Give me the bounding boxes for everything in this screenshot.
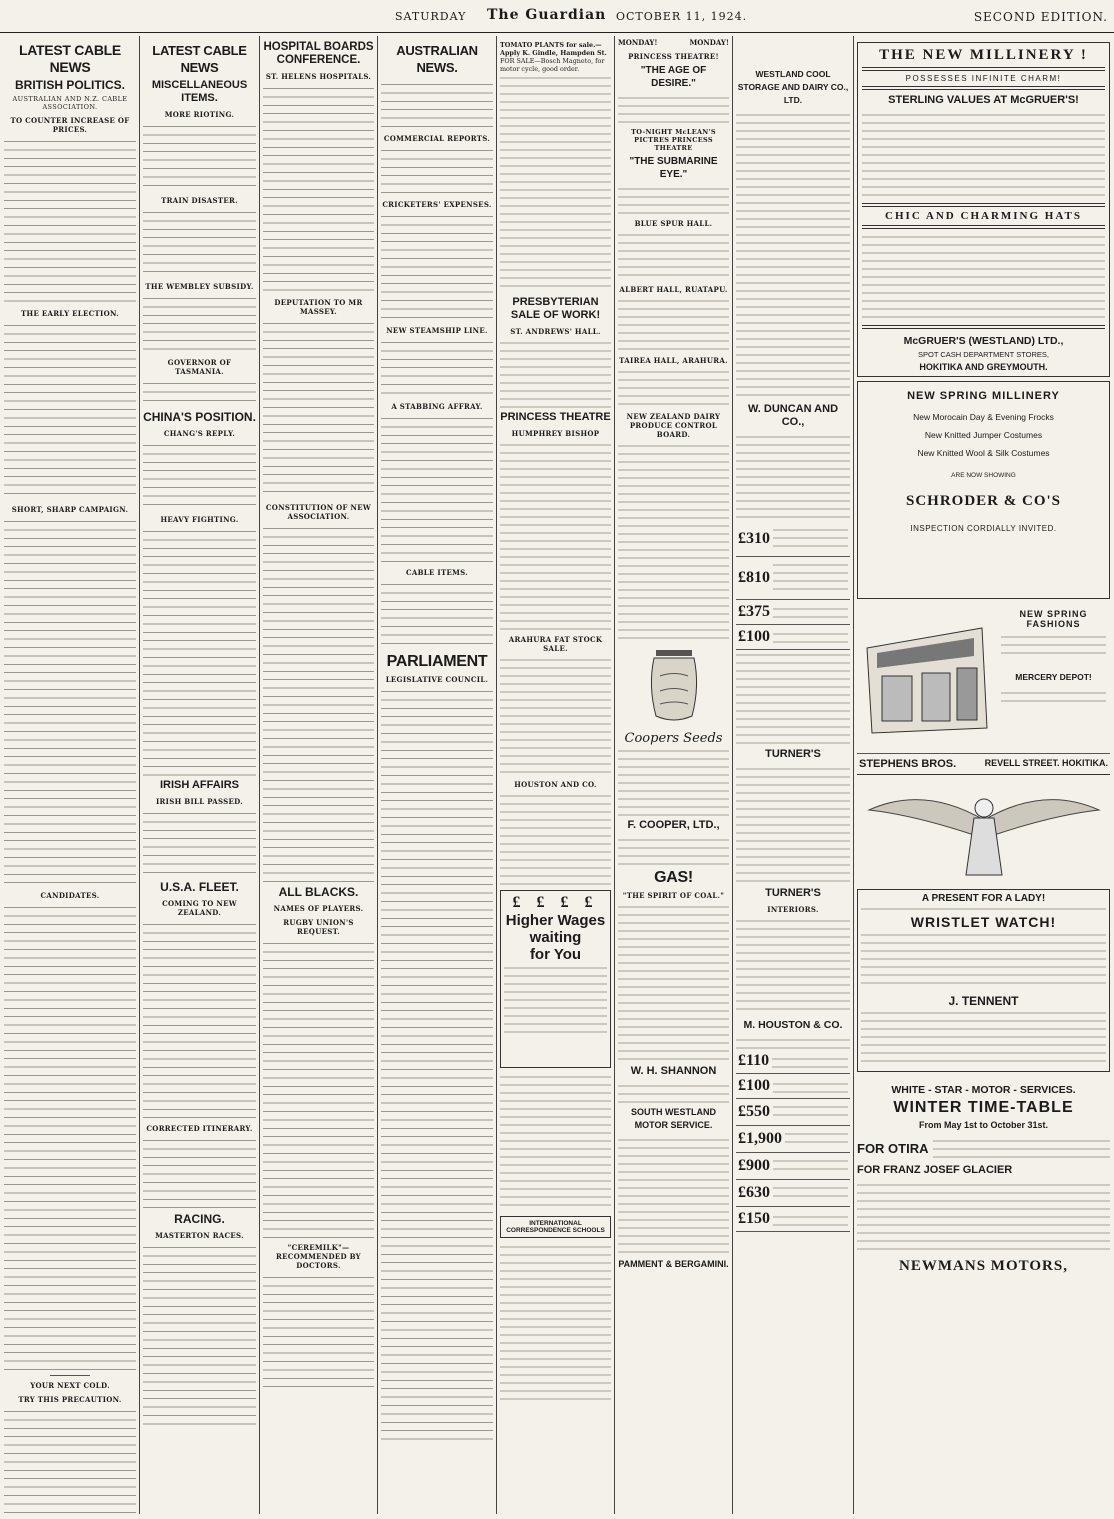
ad-subheading: ARAHURA FAT STOCK SALE. <box>508 635 603 653</box>
column-miscellaneous <box>143 38 256 1514</box>
subheading: HEAVY FIGHTING. <box>160 515 239 524</box>
ad-heading: STEPHENS BROS. <box>859 758 957 770</box>
classified-ads <box>500 73 611 293</box>
ad-text <box>857 1180 1110 1250</box>
ad-heading: THE NEW MILLINERY ! <box>879 47 1088 63</box>
ad-heading: J. TENNENT <box>948 994 1019 1008</box>
theatre-day: MONDAY! <box>618 38 658 47</box>
subheading: IRISH BILL PASSED. <box>155 797 244 806</box>
article-text <box>263 523 374 883</box>
ad-heading: PRINCESS THEATRE <box>500 411 611 423</box>
article-text <box>263 938 374 1238</box>
headline: AUSTRALIAN NEWS. <box>396 43 478 75</box>
ad-text <box>500 655 611 775</box>
ad-text <box>618 441 729 641</box>
article-text <box>381 337 493 397</box>
mcgruers-ad <box>857 42 1110 377</box>
ad-heading: PAMMENT & BERGAMINI. <box>618 1259 729 1269</box>
subheading: CRICKETERS' EXPENSES. <box>382 200 492 209</box>
article-text <box>263 318 374 498</box>
ad-text <box>861 1008 1106 1068</box>
article-text <box>143 919 256 1119</box>
ad-heading: M. HOUSTON & CO. <box>743 1019 843 1031</box>
article-text <box>4 1406 136 1514</box>
article-text <box>4 320 136 500</box>
price: £310 <box>738 530 770 547</box>
ad-heading: WRISTLET WATCH! <box>910 914 1057 930</box>
ad-text <box>736 916 850 1016</box>
ad-subheading: "THE SPIRIT OF COAL." <box>622 891 725 900</box>
subheading: NAMES OF PLAYERS. <box>273 904 364 913</box>
subheading: YOUR NEXT COLD. <box>30 1381 110 1390</box>
ad-text <box>862 232 1105 322</box>
subheading: CONSTITUTION OF NEW ASSOCIATION. <box>265 503 372 521</box>
article-text <box>381 145 493 195</box>
ad-heading: REVELL STREET. HOKITIKA. <box>984 758 1108 768</box>
ad-subheading: INTERIORS. <box>767 905 819 914</box>
article-text <box>143 293 256 353</box>
article-text <box>143 440 256 510</box>
headline: CHINA'S POSITION. <box>143 410 256 424</box>
ad-heading: GAS! <box>654 869 693 886</box>
price: £150 <box>738 1210 770 1227</box>
column-rule <box>496 36 497 1514</box>
ad-text <box>618 184 729 214</box>
subheading: THE WEMBLEY SUBSIDY. <box>145 282 254 291</box>
classified-ad: FOR SALE—Bosch Magneto, for motor cycle, good order. <box>500 57 605 73</box>
headline: RACING. <box>174 1212 225 1226</box>
white-star-ad <box>857 1076 1110 1275</box>
property-listing <box>736 1180 850 1207</box>
ad-heading: W. DUNCAN AND CO., <box>747 403 839 428</box>
subheading: CABLE ITEMS. <box>405 568 469 577</box>
subheading: DEPUTATION TO MR MASSEY. <box>274 298 363 316</box>
seed-packet-icon <box>644 646 704 726</box>
ad-heading: A PRESENT FOR A LADY! <box>921 893 1046 904</box>
headline: IRISH AFFAIRS <box>159 779 240 791</box>
article-text <box>381 686 493 1446</box>
ad-text <box>618 902 729 1062</box>
ics-ad <box>500 890 611 1068</box>
price: £100 <box>738 1077 770 1094</box>
ad-heading: McGRUER'S (WESTLAND) LTD., <box>903 335 1064 347</box>
ad-heading: SOUTH WESTLAND MOTOR SERVICE. <box>631 1107 716 1130</box>
film-title: "THE SUBMARINE EYE." <box>629 156 718 180</box>
price: £110 <box>738 1052 770 1069</box>
property-listing <box>736 1153 850 1180</box>
subheading: LEGISLATIVE COUNCIL. <box>385 675 489 684</box>
ad-heading: PRESBYTERIAN SALE OF WORK! <box>510 296 601 321</box>
ad-heading: WESTLAND COOL STORAGE AND DAIRY CO., LTD. <box>737 69 849 105</box>
subheading: RUGBY UNION'S REQUEST. <box>283 918 354 936</box>
ad-subheading: SPOT CASH DEPARTMENT STORES, <box>917 350 1049 359</box>
tennent-ad <box>857 889 1110 1072</box>
ad-line: New Knitted Jumper Costumes <box>924 430 1043 440</box>
article-text <box>263 83 374 293</box>
subheading: CHANG'S REPLY. <box>163 429 236 438</box>
stephens-footer <box>857 754 1110 775</box>
headline: PARLIAMENT <box>386 653 488 670</box>
winged-figure-icon <box>864 780 1104 880</box>
article-text <box>381 79 493 129</box>
classified-ad: TOMATO PLANTS for sale.—Apply K. Gindle, Hampden St. <box>500 41 607 57</box>
subheading: TO COUNTER INCREASE OF PRICES. <box>10 116 130 134</box>
theatre-name: PRINCESS THEATRE! <box>628 52 719 61</box>
ad-subheading: POSSESSES INFINITE CHARM! <box>905 74 1062 83</box>
column-hospital-boards <box>263 38 374 1514</box>
property-listing <box>736 600 850 625</box>
ics-footer: INTERNATIONAL CORRESPONDENCE SCHOOLS <box>500 1216 611 1238</box>
ad-subheading: ALBERT HALL, RUATAPU. <box>619 285 728 294</box>
masthead-day: SATURDAY <box>395 10 467 23</box>
column-british-politics <box>4 38 136 1514</box>
ad-subheading: INSPECTION CORDIALLY INVITED. <box>910 524 1057 533</box>
route-name: FOR FRANZ JOSEF GLACIER <box>857 1164 1013 1176</box>
column-ads-1 <box>500 38 611 1514</box>
article-text <box>143 378 256 408</box>
column-rule <box>614 36 615 1514</box>
column-rule <box>732 36 733 1514</box>
ad-text <box>861 904 1106 914</box>
subheading: SHORT, SHARP CAMPAIGN. <box>11 505 129 514</box>
subheading: COMING TO NEW ZEALAND. <box>162 899 237 917</box>
ad-text <box>618 367 729 407</box>
ics-headline: for You <box>529 946 582 963</box>
ad-text <box>504 963 607 1033</box>
ad-text <box>736 110 850 400</box>
subheading: TRAIN DISASTER. <box>161 196 238 205</box>
route-times <box>933 1136 1111 1160</box>
property-listing <box>736 1207 850 1232</box>
masthead-title: The Guardian <box>487 7 607 23</box>
subheading: TRY THIS PRECAUTION. <box>18 1395 122 1404</box>
subheading: NEW STEAMSHIP LINE. <box>386 326 488 335</box>
ad-heading: MERCERY DEPOT! <box>1015 672 1092 682</box>
ad-heading: TURNER'S <box>765 887 821 899</box>
theatre-banner <box>618 38 729 47</box>
article-text <box>381 211 493 321</box>
property-listing <box>736 522 850 557</box>
price: £630 <box>738 1184 770 1201</box>
classified-ads <box>500 1072 611 1212</box>
ad-subheading: HOKITIKA AND GREYMOUTH. <box>919 362 1048 372</box>
column-rule <box>139 36 140 1514</box>
subheading: ST. HELENS HOSPITALS. <box>265 72 372 81</box>
ad-text <box>500 440 611 630</box>
ad-heading: NEWMANS MOTORS, <box>899 1258 1068 1274</box>
ad-heading: W. H. SHANNON <box>630 1065 717 1077</box>
ad-line: New Knitted Wool & Silk Costumes <box>917 448 1050 458</box>
route <box>857 1136 1110 1160</box>
ad-heading: F. COOPER, LTD., <box>627 819 720 831</box>
ad-subheading: NEW ZEALAND DAIRY PRODUCE CONTROL BOARD. <box>626 412 721 439</box>
property-listing <box>736 625 850 650</box>
property-listing <box>736 557 850 600</box>
price: £1,900 <box>738 1130 782 1147</box>
ad-text <box>618 746 729 816</box>
subheading: MASTERTON RACES. <box>155 1231 244 1240</box>
ad-text <box>500 338 611 408</box>
ad-heading: CHIC AND CHARMING HATS <box>885 210 1082 222</box>
article-text <box>4 516 136 886</box>
article-text <box>143 121 256 191</box>
column-ads-3 <box>736 38 850 1514</box>
subheading: COMMERCIAL REPORTS. <box>383 134 491 143</box>
ad-text <box>1001 632 1106 654</box>
shopfront-illustration <box>857 603 997 753</box>
masthead-date: OCTOBER 11, 1924. <box>616 10 748 23</box>
ad-heading: STERLING VALUES AT McGRUER'S! <box>888 94 1079 106</box>
article-text <box>143 207 256 277</box>
ad-subheading: ST. ANDREWS' HALL. <box>510 327 601 336</box>
price: £810 <box>738 569 770 586</box>
price: £375 <box>738 603 770 620</box>
article-text <box>4 136 136 304</box>
column-rule <box>853 36 854 1514</box>
ad-text <box>736 1035 850 1049</box>
headline: LATEST CABLE NEWS <box>19 42 121 75</box>
shopfront-icon <box>862 618 992 738</box>
ad-subheading: From May 1st to October 31st. <box>918 1120 1049 1130</box>
article-text <box>381 579 493 649</box>
ad-subheading: HOUSTON AND CO. <box>514 780 597 789</box>
column-australian-news <box>381 38 493 1514</box>
article-text <box>143 1135 256 1210</box>
ad-text <box>861 930 1106 990</box>
ad-line: New Morocain Day & Evening Frocks <box>913 412 1054 422</box>
article-text <box>381 413 493 563</box>
property-list <box>736 650 850 745</box>
schroder-ad <box>857 381 1110 599</box>
stephens-text <box>997 603 1110 753</box>
seed-packet-illustration <box>618 641 729 731</box>
price: £550 <box>738 1103 770 1120</box>
price: £900 <box>738 1157 770 1174</box>
subheading: "CEREMILK"—RECOMMENDED BY DOCTORS. <box>276 1243 361 1270</box>
article-text <box>143 526 256 776</box>
headline: MISCELLANEOUS ITEMS. <box>151 79 248 104</box>
route-name: FOR OTIRA <box>857 1140 929 1156</box>
subheading: CORRECTED ITINERARY. <box>146 1124 253 1133</box>
ad-text <box>618 835 729 865</box>
ad-text <box>618 296 729 351</box>
classified-ads <box>500 1242 611 1402</box>
ad-heading: TURNER'S <box>765 748 821 760</box>
subheading: A STABBING AFFRAY. <box>391 402 483 411</box>
film-title: "THE AGE OF DESIRE." <box>640 65 707 89</box>
subheading: THE EARLY ELECTION. <box>21 309 119 318</box>
ad-subheading: TAIREA HALL, ARAHURA. <box>619 356 728 365</box>
ad-text <box>736 764 850 884</box>
stephens-ad <box>857 603 1110 754</box>
ad-text <box>618 1135 729 1255</box>
property-listing <box>736 1099 850 1126</box>
ad-text <box>618 93 729 123</box>
property-listing <box>736 1074 850 1099</box>
route <box>857 1164 1110 1176</box>
headline: LATEST CABLE NEWS <box>152 43 247 75</box>
ad-text <box>618 1081 729 1103</box>
property-listing <box>736 1126 850 1153</box>
ad-subheading: HUMPHREY BISHOP <box>511 429 600 438</box>
ad-text <box>1001 688 1106 704</box>
column-display-ads <box>857 38 1110 1514</box>
headline: BRITISH POLITICS. <box>14 78 125 92</box>
ad-heading: NEW SPRING FASHIONS <box>1019 609 1088 629</box>
ad-text <box>500 791 611 886</box>
article-text <box>4 902 136 1372</box>
theatre-day: MONDAY! <box>689 38 729 47</box>
divider <box>50 1375 90 1376</box>
headline: U.S.A. FLEET. <box>160 880 239 894</box>
subheading: GOVERNOR OF TASMANIA. <box>167 358 232 376</box>
article-text <box>143 808 256 878</box>
seed-logo: Coopers Seeds <box>624 731 723 746</box>
lady-illustration <box>857 775 1110 885</box>
property-listing <box>736 1049 850 1074</box>
masthead <box>0 0 1114 33</box>
headline: ALL BLACKS. <box>278 885 359 899</box>
ics-headline: Higher Wages <box>505 912 606 929</box>
column-ads-2 <box>618 38 729 1514</box>
ad-text <box>618 230 729 280</box>
pictures-banner: TO-NIGHT McLEAN'S PICTRES PRINCESS THEATRE <box>631 128 716 152</box>
pound-signs: £ £ £ £ <box>512 894 599 911</box>
column-rule <box>259 36 260 1514</box>
ad-heading: WINTER TIME-TABLE <box>893 1099 1074 1116</box>
article-text <box>143 1242 256 1432</box>
subheading: MORE RIOTING. <box>164 110 235 119</box>
column-rule <box>377 36 378 1514</box>
ad-text <box>862 110 1105 200</box>
byline: AUSTRALIAN AND N.Z. CABLE ASSOCIATION. <box>12 95 128 111</box>
ad-heading: SCHRODER & CO'S <box>905 493 1062 509</box>
ad-text <box>736 432 850 522</box>
headline: HOSPITAL BOARDS CONFERENCE. <box>263 41 374 66</box>
price: £100 <box>738 628 770 645</box>
ad-line: ARE NOW SHOWING <box>951 472 1016 479</box>
masthead-edition: SECOND EDITION. <box>973 10 1108 24</box>
ics-headline: waiting <box>529 929 582 946</box>
ad-subheading: BLUE SPUR HALL. <box>634 219 713 228</box>
ad-heading: WHITE - STAR - MOTOR - SERVICES. <box>891 1084 1076 1096</box>
subheading: CANDIDATES. <box>40 891 100 900</box>
article-text <box>263 1272 374 1392</box>
ad-heading: NEW SPRING MILLINERY <box>907 390 1060 402</box>
